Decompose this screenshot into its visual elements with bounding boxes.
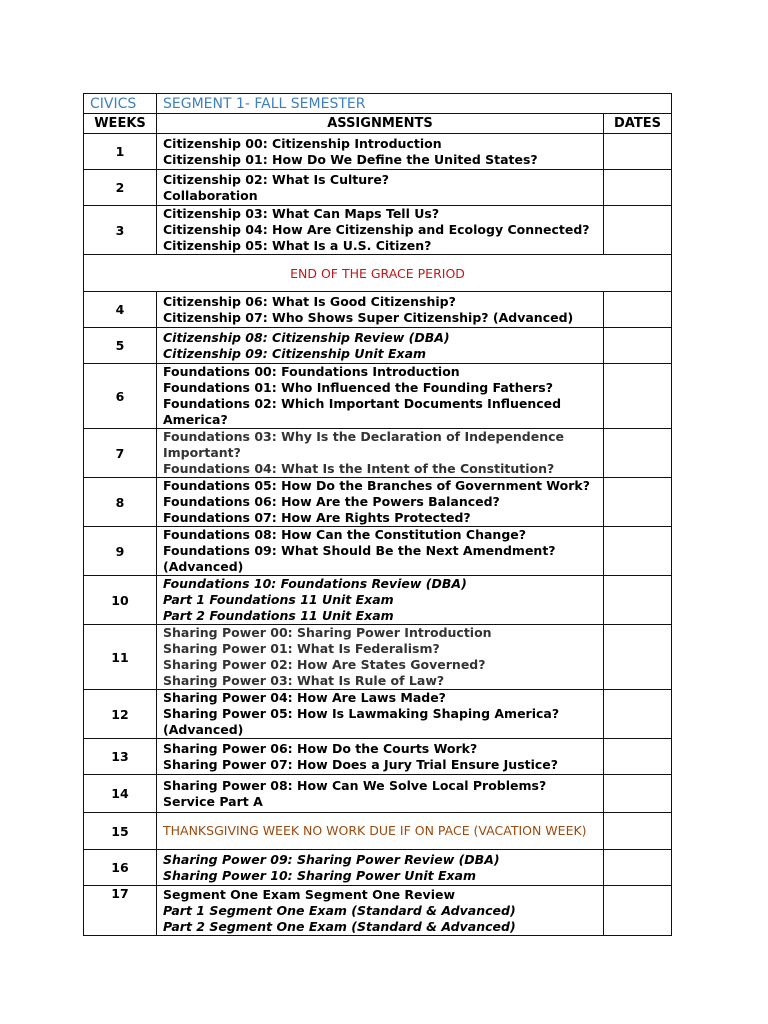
assignment-cell bbox=[157, 625, 604, 690]
week-row bbox=[84, 134, 672, 170]
assignment-line: Sharing Power 10: Sharing Power Unit Exam bbox=[163, 867, 477, 883]
date-cell bbox=[604, 429, 672, 478]
date-cell bbox=[604, 170, 672, 206]
week-number: 12 bbox=[84, 690, 157, 739]
assignment-line: Collaboration bbox=[163, 187, 258, 203]
assignment-line: Citizenship 06: What Is Good Citizenship? bbox=[163, 293, 456, 309]
assignment-line: Part 2 Segment One Exam (Standard & Advanced) bbox=[163, 918, 516, 934]
assignment-line: Foundations 05: How Do the Branches of Government Work? bbox=[163, 478, 590, 493]
week-row bbox=[84, 775, 672, 813]
assignment-cell bbox=[157, 527, 604, 576]
week-number: 3 bbox=[84, 206, 157, 255]
assignment-cell bbox=[157, 690, 604, 739]
date-cell bbox=[604, 775, 672, 813]
assignment-line: Sharing Power 07: How Does a Jury Trial Ensure Justice? bbox=[163, 756, 559, 772]
assignment-line: Citizenship 08: Citizenship Review (DBA) bbox=[163, 329, 450, 345]
week-number: 16 bbox=[84, 850, 157, 886]
week-number: 11 bbox=[84, 625, 157, 690]
date-cell bbox=[604, 813, 672, 850]
week-number: 13 bbox=[84, 739, 157, 775]
header-row bbox=[84, 114, 672, 134]
assignment-cell bbox=[157, 739, 604, 775]
grace-period-row bbox=[84, 255, 672, 292]
date-cell bbox=[604, 739, 672, 775]
assignment-line: Citizenship 00: Citizenship Introduction bbox=[163, 135, 442, 151]
week-row bbox=[84, 328, 672, 364]
assignment-line: Sharing Power 06: How Do the Courts Work? bbox=[163, 740, 478, 756]
assignment-line: Foundations 06: How Are the Powers Balanced? bbox=[163, 494, 500, 509]
assignment-line: Sharing Power 09: Sharing Power Review (DBA) bbox=[163, 851, 500, 867]
assignment-cell bbox=[157, 775, 604, 813]
assignment-line: Sharing Power 08: How Can We Solve Local Problems? bbox=[163, 777, 547, 793]
date-cell bbox=[604, 206, 672, 255]
assignment-line: Part 1 Foundations 11 Unit Exam bbox=[163, 592, 394, 607]
date-cell bbox=[604, 328, 672, 364]
assignment-line: Citizenship 01: How Do We Define the United States? bbox=[163, 151, 538, 167]
assignment-line: Sharing Power 04: How Are Laws Made? bbox=[163, 690, 446, 705]
assignment-cell bbox=[157, 170, 604, 206]
assignment-line: Part 1 Segment One Exam (Standard & Advanced) bbox=[163, 902, 516, 918]
week-row bbox=[84, 813, 672, 850]
assignment-line: Citizenship 02: What Is Culture? bbox=[163, 171, 390, 187]
assignment-line: Foundations 09: What Should Be the Next Amendment? (Advanced) bbox=[163, 543, 556, 574]
assignment-cell bbox=[157, 134, 604, 170]
week-row bbox=[84, 364, 672, 429]
week-row bbox=[84, 850, 672, 886]
date-cell bbox=[604, 134, 672, 170]
assignment-cell bbox=[157, 292, 604, 328]
assignment-line: Citizenship 09: Citizenship Unit Exam bbox=[163, 345, 427, 361]
assignment-cell bbox=[157, 328, 604, 364]
week-number: 9 bbox=[84, 527, 157, 576]
assignment-cell bbox=[157, 206, 604, 255]
week-row bbox=[84, 170, 672, 206]
assignment-line: Citizenship 05: What Is a U.S. Citizen? bbox=[163, 238, 432, 253]
assignment-line: Foundations 08: How Can the Constitution Change? bbox=[163, 527, 527, 542]
assignment-line: Sharing Power 02: How Are States Governed? bbox=[163, 657, 486, 672]
date-cell bbox=[604, 478, 672, 527]
week-row bbox=[84, 292, 672, 328]
date-cell bbox=[604, 364, 672, 429]
assignment-line: Foundations 01: Who Influenced the Founding Fathers? bbox=[163, 380, 553, 395]
date-cell bbox=[604, 886, 672, 936]
assignment-cell bbox=[157, 850, 604, 886]
assignment-line: Service Part A bbox=[163, 793, 263, 809]
assignment-cell bbox=[157, 478, 604, 527]
week-number: 17 bbox=[84, 886, 157, 936]
assignment-line: Segment One Exam Segment One Review bbox=[163, 886, 455, 902]
title-row bbox=[84, 94, 672, 114]
week-number: 6 bbox=[84, 364, 157, 429]
week-number: 10 bbox=[84, 576, 157, 625]
assignment-line: Citizenship 04: How Are Citizenship and Ecology Connected? bbox=[163, 222, 590, 237]
assignment-cell bbox=[157, 813, 604, 850]
week-row bbox=[84, 576, 672, 625]
assignment-line: Part 2 Foundations 11 Unit Exam bbox=[163, 608, 394, 623]
week-row bbox=[84, 739, 672, 775]
week-number: 8 bbox=[84, 478, 157, 527]
assignment-line: Sharing Power 00: Sharing Power Introduction bbox=[163, 625, 492, 640]
assignment-cell bbox=[157, 364, 604, 429]
week-number: 15 bbox=[84, 813, 157, 850]
assignment-line: Sharing Power 05: How Is Lawmaking Shaping America? (Advanced) bbox=[163, 706, 560, 737]
date-cell bbox=[604, 625, 672, 690]
segment-title: SEGMENT 1- FALL SEMESTER bbox=[157, 94, 672, 114]
assignment-line: Citizenship 07: Who Shows Super Citizenship? (Advanced) bbox=[163, 309, 574, 325]
date-cell bbox=[604, 690, 672, 739]
week-number: 5 bbox=[84, 328, 157, 364]
week-number: 4 bbox=[84, 292, 157, 328]
grace-period-label: END OF THE GRACE PERIOD bbox=[84, 255, 672, 292]
week-number: 14 bbox=[84, 775, 157, 813]
assignment-line: Foundations 03: Why Is the Declaration of Independence Important? bbox=[163, 429, 564, 460]
date-cell bbox=[604, 292, 672, 328]
week-row bbox=[84, 886, 672, 936]
week-row bbox=[84, 625, 672, 690]
assignment-line: Foundations 00: Foundations Introduction bbox=[163, 364, 460, 379]
date-cell bbox=[604, 527, 672, 576]
course-title: CIVICS bbox=[84, 94, 157, 114]
week-row bbox=[84, 206, 672, 255]
week-number: 7 bbox=[84, 429, 157, 478]
assignment-cell bbox=[157, 429, 604, 478]
assignment-cell bbox=[157, 886, 604, 936]
dates-header: DATES bbox=[604, 114, 672, 134]
assignment-line: Foundations 02: Which Important Documents Influenced America? bbox=[163, 396, 562, 427]
assignment-line: Sharing Power 03: What Is Rule of Law? bbox=[163, 673, 445, 688]
assignment-line: Foundations 10: Foundations Review (DBA) bbox=[163, 576, 467, 591]
weeks-header: WEEKS bbox=[84, 114, 157, 134]
week-number: 2 bbox=[84, 170, 157, 206]
assignment-line: Citizenship 03: What Can Maps Tell Us? bbox=[163, 206, 440, 221]
week-row bbox=[84, 478, 672, 527]
assignment-line: Foundations 07: How Are Rights Protected? bbox=[163, 510, 471, 525]
week-number: 1 bbox=[84, 134, 157, 170]
week-row bbox=[84, 429, 672, 478]
assignments-header: ASSIGNMENTS bbox=[157, 114, 604, 134]
week-row bbox=[84, 690, 672, 739]
date-cell bbox=[604, 850, 672, 886]
assignment-line: Foundations 04: What Is the Intent of the Constitution? bbox=[163, 461, 555, 476]
assignment-cell bbox=[157, 576, 604, 625]
date-cell bbox=[604, 576, 672, 625]
schedule-table bbox=[83, 93, 672, 936]
assignment-line: Sharing Power 01: What Is Federalism? bbox=[163, 641, 440, 656]
assignment-line: THANKSGIVING WEEK NO WORK DUE IF ON PACE (VACATION WEEK) bbox=[163, 823, 587, 838]
week-row bbox=[84, 527, 672, 576]
